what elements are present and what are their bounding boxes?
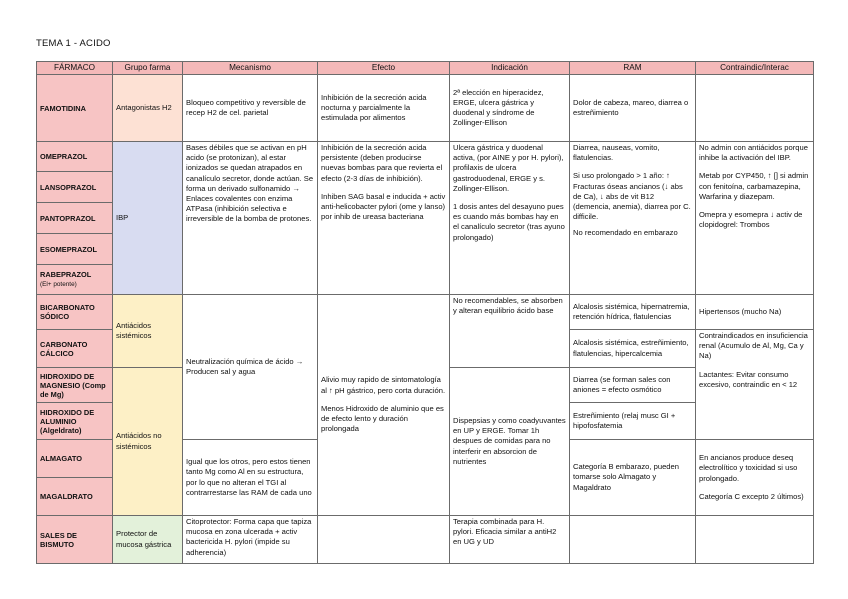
contra-ibp-1: No admin con antiácidos porque inhibe la activación del IBP.: [699, 143, 808, 163]
drug-rabeprazol: [37, 265, 113, 295]
header-ram: RAM: [570, 62, 696, 75]
ram-hidroxido-mg: Diarrea (se forman sales con aniones = efecto osmótico: [570, 368, 696, 403]
group-antiacidos-no-sistemicos: Antiácidos no sistémicos: [113, 368, 183, 516]
efecto-ibp: [318, 142, 450, 295]
indicacion-sistemicos: No recomendables, se absorben y alteran equilibrio ácido base: [450, 295, 570, 368]
drug-lansoprazol: LANSOPRAZOL: [37, 172, 113, 203]
group-antagonistas: Antagonistas H2: [113, 75, 183, 142]
contra-bismuto: [696, 516, 814, 564]
contra-ibp-2: Metab por CYP450, ↑ [] si admin con fenitoína, carbamazepina, Warfarina y diazepam.: [699, 171, 809, 201]
drug-rabeprazol-note: (El+ potente): [40, 281, 77, 288]
ram-ibp-1: Diarrea, nauseas, vomito, flatulencias.: [573, 143, 660, 163]
ram-almagato: Categoría B embarazo, pueden tomarse solo Almagato y Magaldrato: [570, 440, 696, 516]
efecto-antiacidos-1: Alivio muy rapido de sintomatología al ↑ pH gástrico, pero corta duración.: [321, 375, 446, 395]
table-row: [37, 516, 814, 564]
ram-ibp-2: Si uso prolongado > 1 año: ↑ Fracturas óseas ancianos (↓ abs de Ca), ↓ abs de vit B12 (demencia, anemia), diarrea por C. difficile.: [573, 171, 691, 222]
drug-omeprazol: OMEPRAZOL: [37, 142, 113, 172]
ram-bicarbonato: Alcalosis sistémica, hipernatremia, retención hídrica, flatulencias: [570, 295, 696, 330]
ram-hidroxido-al: Estreñimiento (relaj musc GI + hipofosfatemia: [570, 403, 696, 440]
document-title: TEMA 1 - ACIDO: [36, 38, 111, 49]
contra-renal: [696, 330, 814, 440]
drug-table: [36, 61, 814, 564]
efecto-antiacidos: [318, 295, 450, 516]
mecanismo-bismuto: Citoprotector: Forma capa que tapiza mucosa en zona ulcerada + activ bactericida H. pylori (impide su adherencia): [183, 516, 318, 564]
drug-famotidina: FAMOTIDINA: [37, 75, 113, 142]
group-antiacidos-sistemicos: Antiácidos sistémicos: [113, 295, 183, 368]
header-farmaco: FÁRMACO: [37, 62, 113, 75]
contra-renal-1: Contraindicados en insuficiencia renal (Acumulo de Al, Mg, Ca y Na): [699, 331, 808, 361]
ram-carbonato: Alcalosis sistémica, estreñimiento, flatulencias, hipercalcemia: [570, 330, 696, 368]
drug-carbonato: CARBONATO CÁLCICO: [37, 330, 113, 368]
contra-almagato: [696, 440, 814, 516]
mecanismo-almagato: Igual que los otros, pero estos tienen tanto Mg como Al en su estructura, por lo que no alteran el TGI al contrarrestarse las RAM de cada uno: [183, 440, 318, 516]
indicacion-bismuto: Terapia combinada para H. pylori. Eficacia similar a antiH2 en UG y UD: [450, 516, 570, 564]
header-efecto: Efecto: [318, 62, 450, 75]
mecanismo-ibp: Bases débiles que se activan en pH acido (se protonizan), al estar ionizados se quedan atrapados en canalículo secretor, donde actúan. Se forma un derivado sulfonamido → Enlaces covalentes con enzima ATPasa (inhibición selectiva e irreversible de la bomba de protones.: [183, 142, 318, 295]
drug-magaldrato: MAGALDRATO: [37, 478, 113, 516]
table-row: [37, 142, 814, 172]
table-row: [37, 75, 814, 142]
efecto-ibp-2: Inhiben SAG basal e inducida + activ anti-helicobacter pylori (ome y lanso) por inhib de ureasa bacteriana: [321, 191, 446, 222]
drug-hidroxido-mg: HIDROXIDO DE MAGNESIO (Comp de Mg): [37, 368, 113, 403]
header-contraindic: Contraindic/Interac: [696, 62, 814, 75]
contra-renal-2: Lactantes: Evitar consumo excesivo, contraindic en < 12: [699, 369, 798, 389]
header-mecanismo: Mecanismo: [183, 62, 318, 75]
header-indicacion: Indicación: [450, 62, 570, 75]
group-ibp: IBP: [113, 142, 183, 295]
drug-bicarbonato: BICARBONATO SÓDICO: [37, 295, 113, 330]
drug-sales-bismuto: SALES DE BISMUTO: [37, 516, 113, 564]
efecto-ibp-1: Inhibición de la secreción acida persistente (deben producirse nuevas bombas para que revierta el efecto (2-3 días de inhibición).: [321, 143, 443, 183]
mecanismo-antiacidos: Neutralización química de ácido → Producen sal y agua: [183, 295, 318, 440]
contra-almagato-2: Categoría C excepto 2 últimos): [699, 491, 804, 501]
indicacion-ibp-2: 1 dosis antes del desayuno pues es cuando más bombas hay en el canalículo secretor (tras ayuno prolongado): [453, 202, 565, 242]
efecto-famotidina: Inhibición de la secreción acida nocturna y parcialmente la estimulada por alimentos: [318, 75, 450, 142]
contra-ibp: [696, 142, 814, 295]
ram-ibp-3: No recomendado en embarazo: [573, 228, 678, 238]
indicacion-ibp-1: Ulcera gástrica y duodenal activa, (por AINE y por H. pylori), profilaxis de ulcera gastroduodenal, ERGE y s. Zollinger-Ellison.: [453, 143, 564, 193]
drug-rabeprazol-label: RABEPRAZOL: [40, 270, 92, 279]
ram-famotidina: Dolor de cabeza, mareo, diarrea o estreñimiento: [570, 75, 696, 142]
indicacion-no-sistemicos: Dispepsias y como coadyuvantes en UP y ERGE. Tomar 1h despues de comidas para no interferir en absorcion de nutrientes: [450, 368, 570, 516]
ram-bismuto: [570, 516, 696, 564]
contra-ibp-3: Omepra y esomepra ↓ activ de clopidogrel: Trombos: [699, 210, 803, 230]
drug-pantoprazol: PANTOPRAZOL: [37, 203, 113, 234]
header-row: [37, 62, 814, 75]
drug-esomeprazol: ESOMEPRAZOL: [37, 234, 113, 265]
indicacion-ibp: [450, 142, 570, 295]
drug-hidroxido-al: HIDROXIDO DE ALUMINIO (Algeldrato): [37, 403, 113, 440]
group-protector: Protector de mucosa gástrica: [113, 516, 183, 564]
contra-famotidina: [696, 75, 814, 142]
ram-ibp: [570, 142, 696, 295]
table-row: [37, 295, 814, 330]
contra-bicarbonato: Hipertensos (mucho Na): [696, 295, 814, 330]
drug-almagato: ALMAGATO: [37, 440, 113, 478]
indicacion-famotidina: 2ª elección en hiperacidez, ERGE, ulcera gástrica y duodenal y síndrome de Zollinger-Ellison: [450, 75, 570, 142]
header-grupo: Grupo farma: [113, 62, 183, 75]
efecto-antiacidos-2: Menos Hidroxido de aluminio que es de efecto lento y duración prolongada: [321, 403, 444, 434]
efecto-bismuto: [318, 516, 450, 564]
mecanismo-famotidina: Bloqueo competitivo y reversible de recep H2 de cel. parietal: [183, 75, 318, 142]
contra-almagato-1: En ancianos produce deseq electrolítico y toxicidad si uso prolongado.: [699, 453, 798, 483]
